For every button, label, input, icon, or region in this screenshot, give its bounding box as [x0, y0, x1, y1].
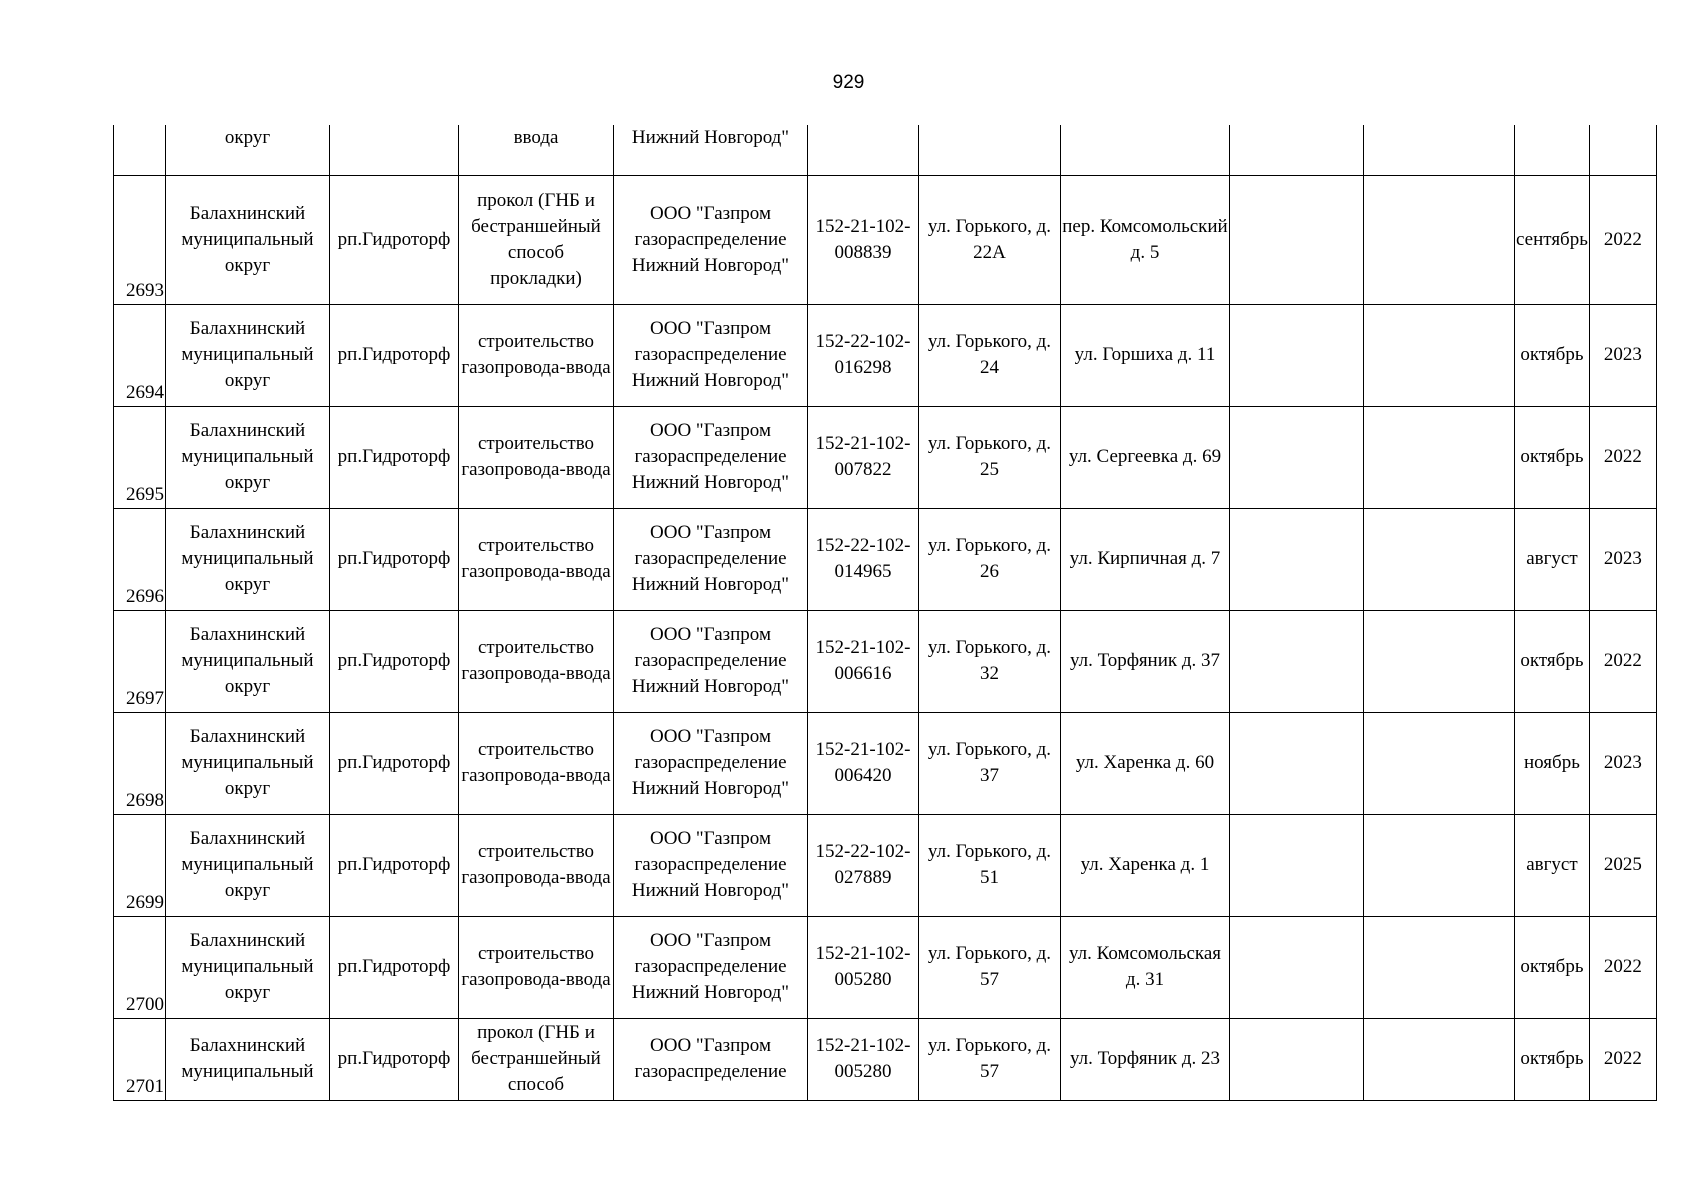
cell-object-address: ул. Горького, д. 24: [919, 304, 1061, 406]
cell-work-type: строительство газопровода-ввода: [459, 916, 614, 1018]
cell-empty-b: [1364, 125, 1515, 175]
cell-month: октябрь: [1515, 916, 1590, 1018]
cell-settlement: рп.Гидроторф: [330, 814, 459, 916]
cell-year: 2022: [1589, 916, 1656, 1018]
cell-code: 152-21-102-006420: [808, 712, 919, 814]
cell-settlement: рп.Гидроторф: [330, 508, 459, 610]
cell-settlement: рп.Гидроторф: [330, 304, 459, 406]
cell-object-address: ул. Горького, д. 26: [919, 508, 1061, 610]
cell-year: 2022: [1589, 610, 1656, 712]
cell-connection-address: ул. Кирпичная д. 7: [1061, 508, 1230, 610]
cell-month: сентябрь: [1515, 175, 1590, 304]
cell-connection-address: ул. Харенка д. 60: [1061, 712, 1230, 814]
cell-year: 2022: [1589, 1018, 1656, 1100]
cell-empty-b: [1364, 175, 1515, 304]
cell-object-address: ул. Горького, д. 37: [919, 712, 1061, 814]
cell-organization: ООО "Газпром газораспределение Нижний Новгород": [614, 508, 808, 610]
table-row-continued: [114, 125, 1657, 175]
cell-empty-a: [1230, 125, 1364, 175]
cell-year: 2025: [1589, 814, 1656, 916]
cell-code: [808, 125, 919, 175]
cell-connection-address: [1061, 125, 1230, 175]
cell-empty-b: [1364, 406, 1515, 508]
cell-district: Балахнинский муниципальный округ: [166, 814, 330, 916]
cell-code: 152-21-102-008839: [808, 175, 919, 304]
cell-work-type: строительство газопровода-ввода: [459, 712, 614, 814]
cell-object-address: [919, 125, 1061, 175]
cell-number: 2701: [114, 1018, 166, 1100]
cell-empty-b: [1364, 1018, 1515, 1100]
cell-empty-b: [1364, 508, 1515, 610]
cell-settlement: рп.Гидроторф: [330, 712, 459, 814]
cell-empty-a: [1230, 814, 1364, 916]
cell-object-address: ул. Горького, д. 57: [919, 916, 1061, 1018]
cell-settlement: рп.Гидроторф: [330, 916, 459, 1018]
cell-district: Балахнинский муниципальный округ: [166, 916, 330, 1018]
cell-empty-a: [1230, 175, 1364, 304]
cell-district: Балахнинский муниципальный округ: [166, 610, 330, 712]
cell-connection-address: ул. Комсомольская д. 31: [1061, 916, 1230, 1018]
cell-code: 152-21-102-006616: [808, 610, 919, 712]
cell-year: 2023: [1589, 712, 1656, 814]
cell-month: август: [1515, 508, 1590, 610]
table-row: [114, 1018, 1657, 1100]
cell-number: 2698: [114, 712, 166, 814]
cell-empty-b: [1364, 610, 1515, 712]
cell-month: октябрь: [1515, 304, 1590, 406]
cell-empty-a: [1230, 712, 1364, 814]
cell-district: Балахнинский муниципальный округ: [166, 712, 330, 814]
table-row: [114, 712, 1657, 814]
cell-connection-address: ул. Торфяник д. 23: [1061, 1018, 1230, 1100]
cell-district: Балахнинский муниципальный: [166, 1018, 330, 1100]
table-row: [114, 175, 1657, 304]
cell-number: [114, 125, 166, 175]
cell-empty-a: [1230, 1018, 1364, 1100]
cell-work-type: строительство газопровода-ввода: [459, 814, 614, 916]
cell-month: [1515, 125, 1590, 175]
cell-settlement: рп.Гидроторф: [330, 1018, 459, 1100]
cell-number: 2696: [114, 508, 166, 610]
cell-code: 152-22-102-027889: [808, 814, 919, 916]
cell-month: октябрь: [1515, 610, 1590, 712]
cell-year: 2023: [1589, 508, 1656, 610]
table-row: [114, 406, 1657, 508]
cell-connection-address: ул. Торфяник д. 37: [1061, 610, 1230, 712]
cell-empty-b: [1364, 814, 1515, 916]
cell-month: август: [1515, 814, 1590, 916]
cell-empty-a: [1230, 610, 1364, 712]
registry-table: [113, 125, 1657, 1101]
cell-number: 2695: [114, 406, 166, 508]
cell-organization: ООО "Газпром газораспределение Нижний Новгород": [614, 175, 808, 304]
cell-connection-address: ул. Горшиха д. 11: [1061, 304, 1230, 406]
cell-number: 2700: [114, 916, 166, 1018]
cell-work-type: строительство газопровода-ввода: [459, 406, 614, 508]
cell-settlement: [330, 125, 459, 175]
cell-year: 2022: [1589, 406, 1656, 508]
cell-settlement: рп.Гидроторф: [330, 610, 459, 712]
cell-district: Балахнинский муниципальный округ: [166, 304, 330, 406]
cell-work-type: прокол (ГНБ и бестраншейный способ: [459, 1018, 614, 1100]
cell-connection-address: ул. Харенка д. 1: [1061, 814, 1230, 916]
cell-month: ноябрь: [1515, 712, 1590, 814]
cell-object-address: ул. Горького, д. 32: [919, 610, 1061, 712]
table-row: [114, 508, 1657, 610]
table-row: [114, 304, 1657, 406]
cell-empty-b: [1364, 916, 1515, 1018]
cell-empty-b: [1364, 712, 1515, 814]
cell-organization: ООО "Газпром газораспределение Нижний Новгород": [614, 406, 808, 508]
cell-settlement: рп.Гидроторф: [330, 175, 459, 304]
cell-organization: ООО "Газпром газораспределение Нижний Новгород": [614, 304, 808, 406]
cell-organization: ООО "Газпром газораспределение Нижний Новгород": [614, 814, 808, 916]
cell-organization: ООО "Газпром газораспределение: [614, 1018, 808, 1100]
cell-organization: Нижний Новгород": [614, 125, 808, 175]
cell-empty-a: [1230, 304, 1364, 406]
cell-connection-address: пер. Комсомольский д. 5: [1061, 175, 1230, 304]
cell-empty-a: [1230, 916, 1364, 1018]
cell-district: Балахнинский муниципальный округ: [166, 508, 330, 610]
cell-work-type: строительство газопровода-ввода: [459, 610, 614, 712]
cell-month: октябрь: [1515, 1018, 1590, 1100]
cell-number: 2697: [114, 610, 166, 712]
cell-empty-a: [1230, 406, 1364, 508]
cell-connection-address: ул. Сергеевка д. 69: [1061, 406, 1230, 508]
cell-empty-b: [1364, 304, 1515, 406]
cell-object-address: ул. Горького, д. 57: [919, 1018, 1061, 1100]
cell-number: 2694: [114, 304, 166, 406]
cell-work-type: строительство газопровода-ввода: [459, 304, 614, 406]
cell-district: Балахнинский муниципальный округ: [166, 175, 330, 304]
cell-year: 2022: [1589, 175, 1656, 304]
cell-code: 152-22-102-014965: [808, 508, 919, 610]
page-number: 929: [832, 72, 865, 93]
cell-settlement: рп.Гидроторф: [330, 406, 459, 508]
cell-number: 2693: [114, 175, 166, 304]
cell-work-type: ввода: [459, 125, 614, 175]
cell-code: 152-21-102-007822: [808, 406, 919, 508]
cell-code: 152-22-102-016298: [808, 304, 919, 406]
cell-number: 2699: [114, 814, 166, 916]
cell-district: округ: [166, 125, 330, 175]
cell-object-address: ул. Горького, д. 51: [919, 814, 1061, 916]
cell-month: октябрь: [1515, 406, 1590, 508]
cell-year: [1589, 125, 1656, 175]
cell-code: 152-21-102-005280: [808, 1018, 919, 1100]
cell-district: Балахнинский муниципальный округ: [166, 406, 330, 508]
cell-organization: ООО "Газпром газораспределение Нижний Новгород": [614, 916, 808, 1018]
cell-organization: ООО "Газпром газораспределение Нижний Новгород": [614, 712, 808, 814]
cell-work-type: прокол (ГНБ и бестраншейный способ прокладки): [459, 175, 614, 304]
cell-work-type: строительство газопровода-ввода: [459, 508, 614, 610]
cell-organization: ООО "Газпром газораспределение Нижний Новгород": [614, 610, 808, 712]
cell-empty-a: [1230, 508, 1364, 610]
cell-object-address: ул. Горького, д. 22А: [919, 175, 1061, 304]
cell-object-address: ул. Горького, д. 25: [919, 406, 1061, 508]
cell-year: 2023: [1589, 304, 1656, 406]
table-row: [114, 610, 1657, 712]
table-row: [114, 916, 1657, 1018]
cell-code: 152-21-102-005280: [808, 916, 919, 1018]
table-row: [114, 814, 1657, 916]
